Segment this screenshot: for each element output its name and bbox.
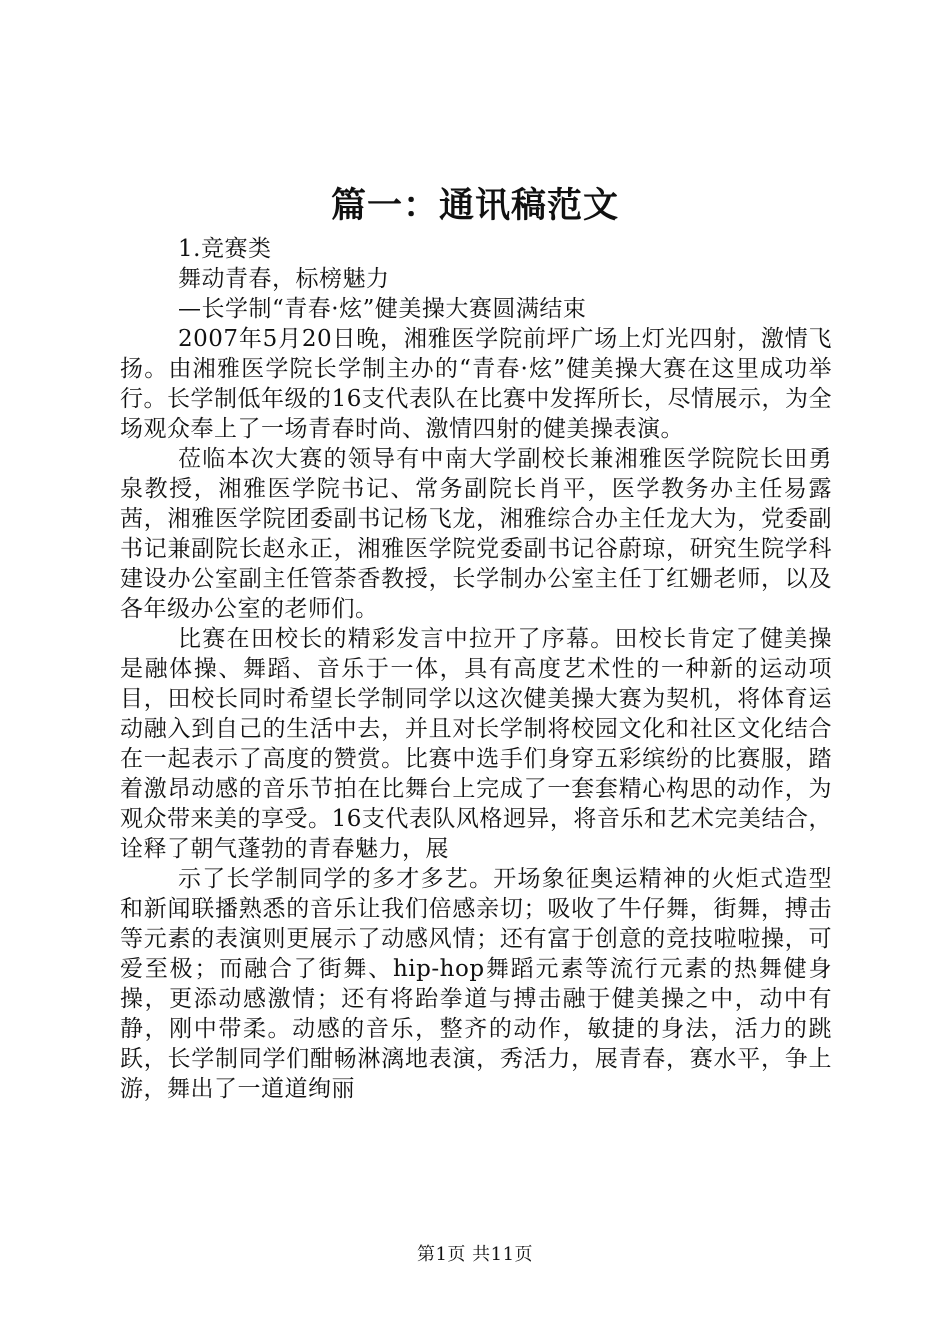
paragraph-opening-speech: 比赛在田校长的精彩发言中拉开了序幕。田校长肯定了健美操是融体操、舞蹈、音乐于一体，具有高度艺术性的一种新的运动项目，田校长同时希望长学制同学以这次健美操大赛为契机，将体育运动融入到自己的生活中去，并且对长学制将校园文化和社区文化结合在一起表示了高度的赞赏。比赛中选手们身穿五彩缤纷的比赛服，踏着激昂动感的音乐节拍在比舞台上完成了一套套精心构思的动作，为观众带来美的享受。16支代表队风格迥异，将音乐和艺术完美结合，诠释了朝气蓬勃的青春魅力，展: [120, 626, 832, 862]
category-line: 1.竞赛类: [178, 236, 272, 262]
document-title: 篇一：通讯稿范文: [330, 185, 619, 226]
subheadline-line: —长学制“青春·炫”健美操大赛圆满结束: [178, 296, 587, 322]
page-footer: 第1页 共11页: [416, 1244, 534, 1265]
document-body: [120, 234, 832, 1104]
paragraph-event-intro: 2007年5月20日晚，湘雅医学院前坪广场上灯光四射，激情飞扬。由湘雅医学院长学制主办的“青春·炫”健美操大赛在这里成功举行。长学制低年级的16支代表队在比赛中发挥所长，尽情展示，为全场观众奉上了一场青春时尚、激情四射的健美操表演。: [120, 326, 832, 442]
paragraph-attending-leaders: 莅临本次大赛的领导有中南大学副校长兼湘雅医学院院长田勇泉教授，湘雅医学院书记、常务副院长肖平，医学教务办主任易露茜，湘雅医学院团委副书记杨飞龙，湘雅综合办主任龙大为，党委副书记兼副院长赵永正，湘雅医学院党委副书记谷蔚琼，研究生院学科建设办公室副主任管荼香教授，长学制办公室主任丁红姗老师，以及各年级办公室的老师们。: [120, 446, 832, 622]
paragraph-performances: 示了长学制同学的多才多艺。开场象征奥运精神的火炬式造型和新闻联播熟悉的音乐让我们倍感亲切；吸收了牛仔舞，街舞，搏击等元素的表演则更展示了动感风情；还有富于创意的竞技啦啦操，可爱至极；而融合了街舞、hip-hop舞蹈元素等流行元素的热舞健身操，更添动感激情；还有将跆拳道与搏击融于健美操之中，动中有静，刚中带柔。动感的音乐，整齐的动作，敏捷的身法，活力的跳跃，长学制同学们酣畅淋漓地表演，秀活力，展青春，赛水平，争上游，舞出了一道道绚丽: [120, 866, 832, 1102]
headline-line: 舞动青春，标榜魅力: [178, 266, 390, 292]
